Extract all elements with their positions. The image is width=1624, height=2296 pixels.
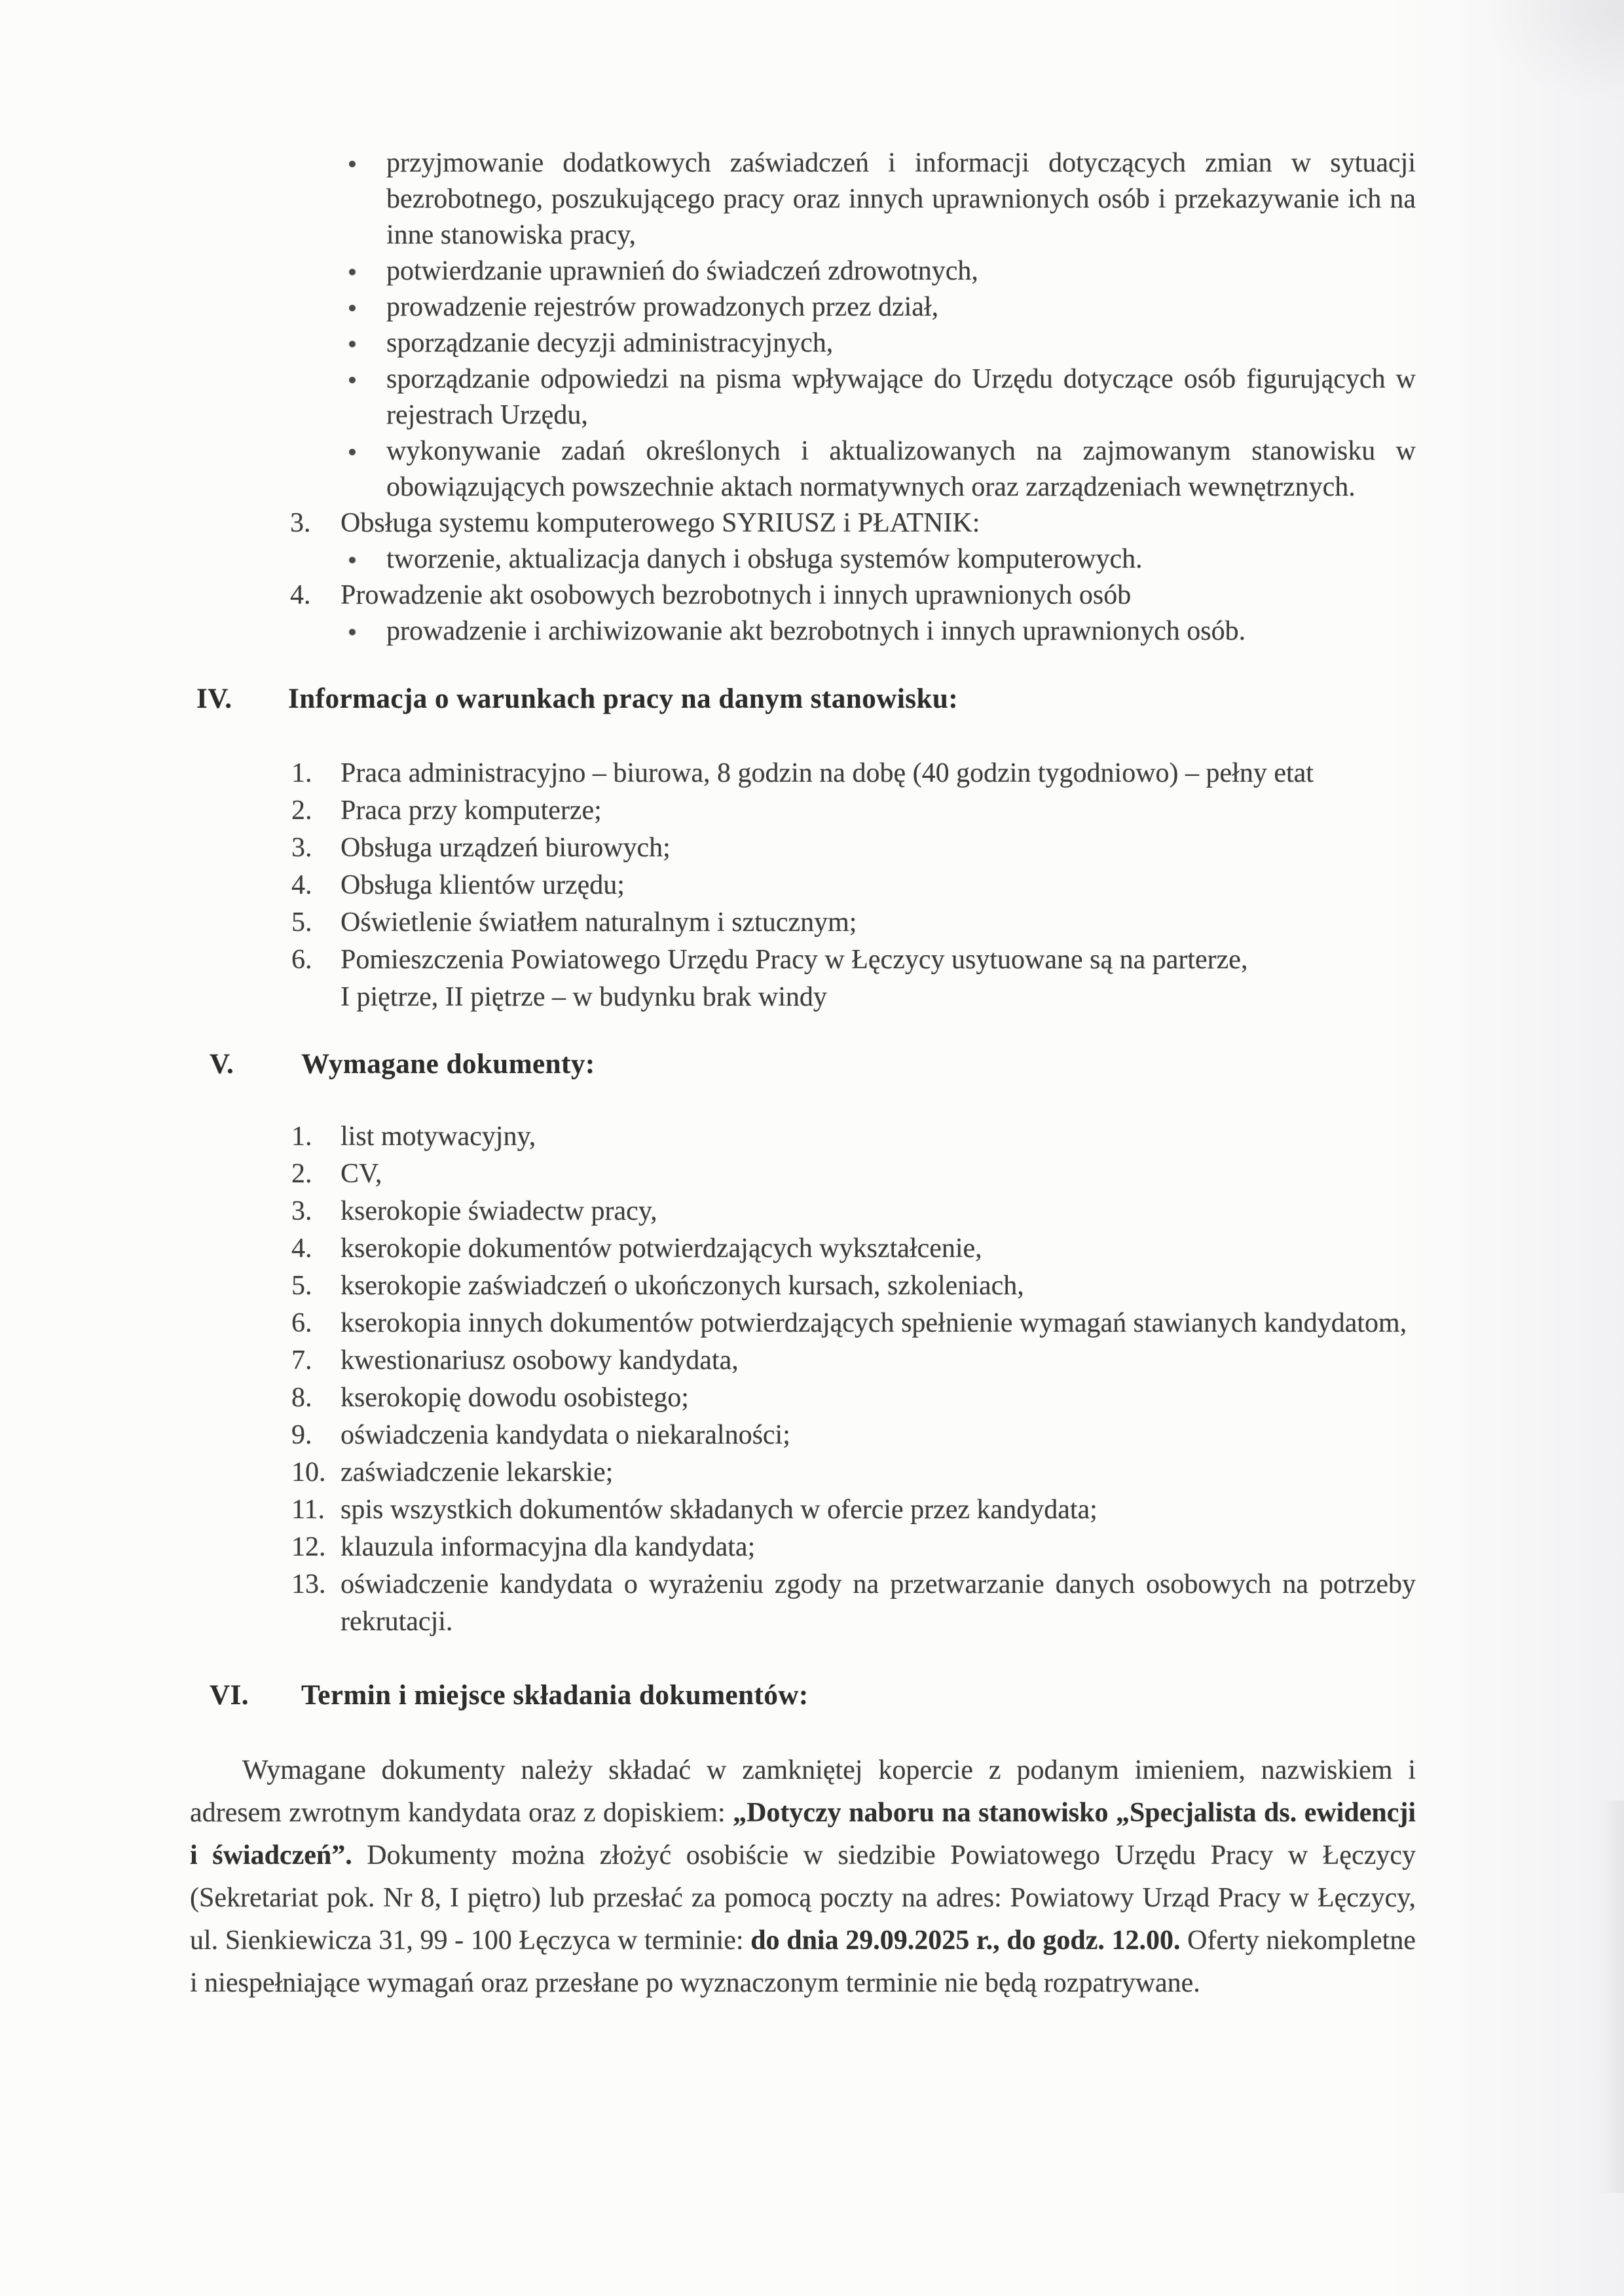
document-content bbox=[190, 0, 1416, 2005]
item-text: Obsługa urządzeń biurowych; bbox=[341, 833, 671, 863]
section-heading-v bbox=[210, 1046, 1416, 1082]
numbered-item bbox=[291, 755, 1416, 792]
bullet-icon: ● bbox=[348, 623, 357, 640]
item-number: 4. bbox=[291, 870, 312, 900]
numbered-item bbox=[291, 941, 1416, 1016]
numbered-item bbox=[291, 1342, 1416, 1379]
closing-paragraph bbox=[190, 1749, 1416, 2005]
item-text: Obsługa systemu komputerowego SYRIUSZ i PŁATNIK: bbox=[341, 508, 980, 538]
closing-text-end: Oferty niekompletne i niespełniające wymagań oraz przesłane po wyznaczonym terminie nie będą rozpatrywane. bbox=[190, 1925, 1416, 1998]
section-title: Termin i miejsce składania dokumentów: bbox=[301, 1680, 809, 1711]
bullet-icon: ● bbox=[348, 551, 357, 568]
item-number: 4. bbox=[290, 580, 311, 610]
item-text: kserokopia innych dokumentów potwierdzających spełnienie wymagań stawianych kandydatom, bbox=[341, 1308, 1407, 1338]
bullet-text: wykonywanie zadań określonych i aktualizowanych na zajmowanym stanowisku w obowiązujących powszechnie aktach normatywnych oraz zarządzeniach wewnętrznych. bbox=[386, 436, 1416, 502]
section-number: IV. bbox=[196, 683, 232, 714]
item-number: 3. bbox=[291, 1196, 312, 1226]
bullet-text: prowadzenie rejestrów prowadzonych przez dział, bbox=[386, 292, 939, 322]
section-number: VI. bbox=[210, 1680, 249, 1711]
item-text: Obsługa klientów urzędu; bbox=[341, 870, 625, 900]
item-text: Praca przy komputerze; bbox=[341, 795, 602, 826]
numbered-item bbox=[291, 1230, 1416, 1267]
numbered-item bbox=[291, 1417, 1416, 1454]
item-text: kwestionariusz osobowy kandydata, bbox=[341, 1345, 739, 1376]
item-number: 11. bbox=[291, 1495, 325, 1525]
bullet-item bbox=[342, 289, 1416, 325]
required-documents-list bbox=[291, 1118, 1416, 1641]
item-number: 5. bbox=[291, 1271, 312, 1301]
item-text: Praca administracyjno – biurowa, 8 godzin na dobę (40 godzin tygodniowo) – pełny etat bbox=[341, 758, 1314, 788]
closing-bold-deadline: do dnia 29.09.2025 r., do godz. 12.00. bbox=[750, 1925, 1181, 1956]
section-heading-iv bbox=[196, 681, 1416, 717]
item-text: Prowadzenie akt osobowych bezrobotnych i innych uprawnionych osób bbox=[341, 580, 1132, 610]
bullet-icon: ● bbox=[348, 299, 357, 316]
item-number: 2. bbox=[291, 795, 312, 826]
item-number: 1. bbox=[291, 1121, 312, 1152]
item-number: 4. bbox=[291, 1233, 312, 1264]
closing-text-middle: Dokumenty można złożyć osobiście w siedzibie Powiatowego Urzędu Pracy w Łęczycy (Sekretariat pok. Nr 8, I piętro) lub przesłać za pomocą poczty na adres: Powiatowy Urząd Pracy w Łęczycy, ul. Sienkiewicza 31, 99 - 100 Łęczyca w terminie: bbox=[190, 1840, 1416, 1956]
closing-bold-position: „Dotyczy naboru na stanowisko „Specjalista ds. ewidencji i świadczeń”. bbox=[190, 1798, 1416, 1870]
bullet-item bbox=[342, 325, 1416, 361]
bullet-icon: ● bbox=[348, 443, 357, 460]
scan-edge-shadow bbox=[1598, 1800, 1624, 2193]
work-conditions-list bbox=[291, 755, 1416, 1016]
numbered-item bbox=[291, 1529, 1416, 1566]
item-text: zaświadczenie lekarskie; bbox=[341, 1457, 614, 1487]
item-text: CV, bbox=[341, 1159, 382, 1189]
bullet-icon: ● bbox=[348, 335, 357, 352]
bullet-icon: ● bbox=[348, 371, 357, 388]
item-text: oświadczenia kandydata o niekaralności; bbox=[341, 1420, 790, 1450]
numbered-item bbox=[291, 1118, 1416, 1156]
bullet-icon: ● bbox=[348, 263, 357, 280]
bullet-item bbox=[342, 361, 1416, 433]
item-number: 6. bbox=[291, 1308, 312, 1338]
scan-smudge-top-right bbox=[1480, 0, 1624, 105]
bullet-item bbox=[342, 433, 1416, 505]
item-number: 8. bbox=[291, 1383, 312, 1413]
item-number: 10. bbox=[291, 1457, 326, 1487]
item-text: Oświetlenie światłem naturalnym i sztucznym; bbox=[341, 907, 857, 938]
numbered-item bbox=[291, 1566, 1416, 1641]
item-text: spis wszystkich dokumentów składanych w ofercie przez kandydata; bbox=[341, 1495, 1098, 1525]
numbered-item bbox=[291, 1156, 1416, 1193]
bullet-item bbox=[342, 541, 1416, 577]
item-number: 13. bbox=[291, 1569, 326, 1599]
section-title: Wymagane dokumenty: bbox=[301, 1049, 595, 1080]
duty-sub-bullets bbox=[342, 613, 1416, 649]
bullet-text: przyjmowanie dodatkowych zaświadczeń i informacji dotyczących zmian w sytuacji bezrobotnego, poszukującego pracy oraz innych uprawnionych osób i przekazywanie ich na inne stanowiska pracy, bbox=[386, 148, 1416, 250]
bullet-item bbox=[342, 253, 1416, 289]
intro-bullet-list bbox=[342, 145, 1416, 505]
bullet-text: prowadzenie i archiwizowanie akt bezrobotnych i innych uprawnionych osób. bbox=[386, 616, 1246, 646]
item-number: 3. bbox=[291, 833, 312, 863]
bullet-icon: ● bbox=[348, 155, 357, 172]
numbered-item bbox=[291, 1193, 1416, 1230]
item-text: kserokopie dokumentów potwierdzających wykształcenie, bbox=[341, 1233, 982, 1264]
bullet-text: sporządzanie odpowiedzi na pisma wpływające do Urzędu dotyczące osób figurujących w rejestrach Urzędu, bbox=[386, 364, 1416, 430]
numbered-item bbox=[291, 1379, 1416, 1417]
bullet-item bbox=[342, 145, 1416, 253]
item-number: 1. bbox=[291, 758, 312, 788]
closing-text-intro: Wymagane dokumenty należy składać w zamkniętej kopercie z podanym imieniem, nazwiskiem i adresem zwrotnym kandydata oraz z dopiskiem: bbox=[190, 1755, 1416, 1828]
bullet-text: tworzenie, aktualizacja danych i obsługa systemów komputerowych. bbox=[386, 544, 1143, 574]
duties-numbered-list bbox=[290, 505, 1416, 649]
item-number: 7. bbox=[291, 1345, 312, 1376]
numbered-item bbox=[291, 1267, 1416, 1305]
item-text: kserokopię dowodu osobistego; bbox=[341, 1383, 689, 1413]
item-text: kserokopie świadectw pracy, bbox=[341, 1196, 657, 1226]
item-text: oświadczenie kandydata o wyrażeniu zgody na przetwarzanie danych osobowych na potrzeby rekrutacji. bbox=[341, 1569, 1416, 1637]
numbered-item bbox=[291, 867, 1416, 904]
duty-sub-bullets bbox=[342, 541, 1416, 577]
bullet-item bbox=[342, 613, 1416, 649]
item-number: 9. bbox=[291, 1420, 312, 1450]
numbered-item bbox=[291, 1454, 1416, 1491]
numbered-item bbox=[291, 1491, 1416, 1529]
bullet-text: potwierdzanie uprawnień do świadczeń zdrowotnych, bbox=[386, 256, 978, 286]
item-number: 3. bbox=[290, 508, 311, 538]
duty-row bbox=[290, 577, 1416, 613]
numbered-item bbox=[291, 1305, 1416, 1342]
section-heading-vi bbox=[210, 1677, 1416, 1713]
item-number: 5. bbox=[291, 907, 312, 938]
item-number: 12. bbox=[291, 1532, 326, 1562]
item-text: list motywacyjny, bbox=[341, 1121, 536, 1152]
item-text: kserokopie zaświadczeń o ukończonych kursach, szkoleniach, bbox=[341, 1271, 1024, 1301]
item-text: klauzula informacyjna dla kandydata; bbox=[341, 1532, 756, 1562]
bullet-text: sporządzanie decyzji administracyjnych, bbox=[386, 328, 834, 358]
duty-item bbox=[290, 505, 1416, 577]
numbered-item bbox=[291, 792, 1416, 829]
numbered-item bbox=[291, 904, 1416, 941]
section-number: V. bbox=[210, 1049, 234, 1080]
numbered-item bbox=[291, 829, 1416, 867]
item-number: 2. bbox=[291, 1159, 312, 1189]
item-text: Pomieszczenia Powiatowego Urzędu Pracy w Łęczycy usytuowane są na parterze, I piętrze, II piętrze – w budynku brak windy bbox=[341, 945, 1248, 1012]
duty-row bbox=[290, 505, 1416, 541]
item-number: 6. bbox=[291, 945, 312, 975]
duty-item bbox=[290, 577, 1416, 649]
section-title: Informacja o warunkach pracy na danym stanowisku: bbox=[288, 683, 959, 714]
